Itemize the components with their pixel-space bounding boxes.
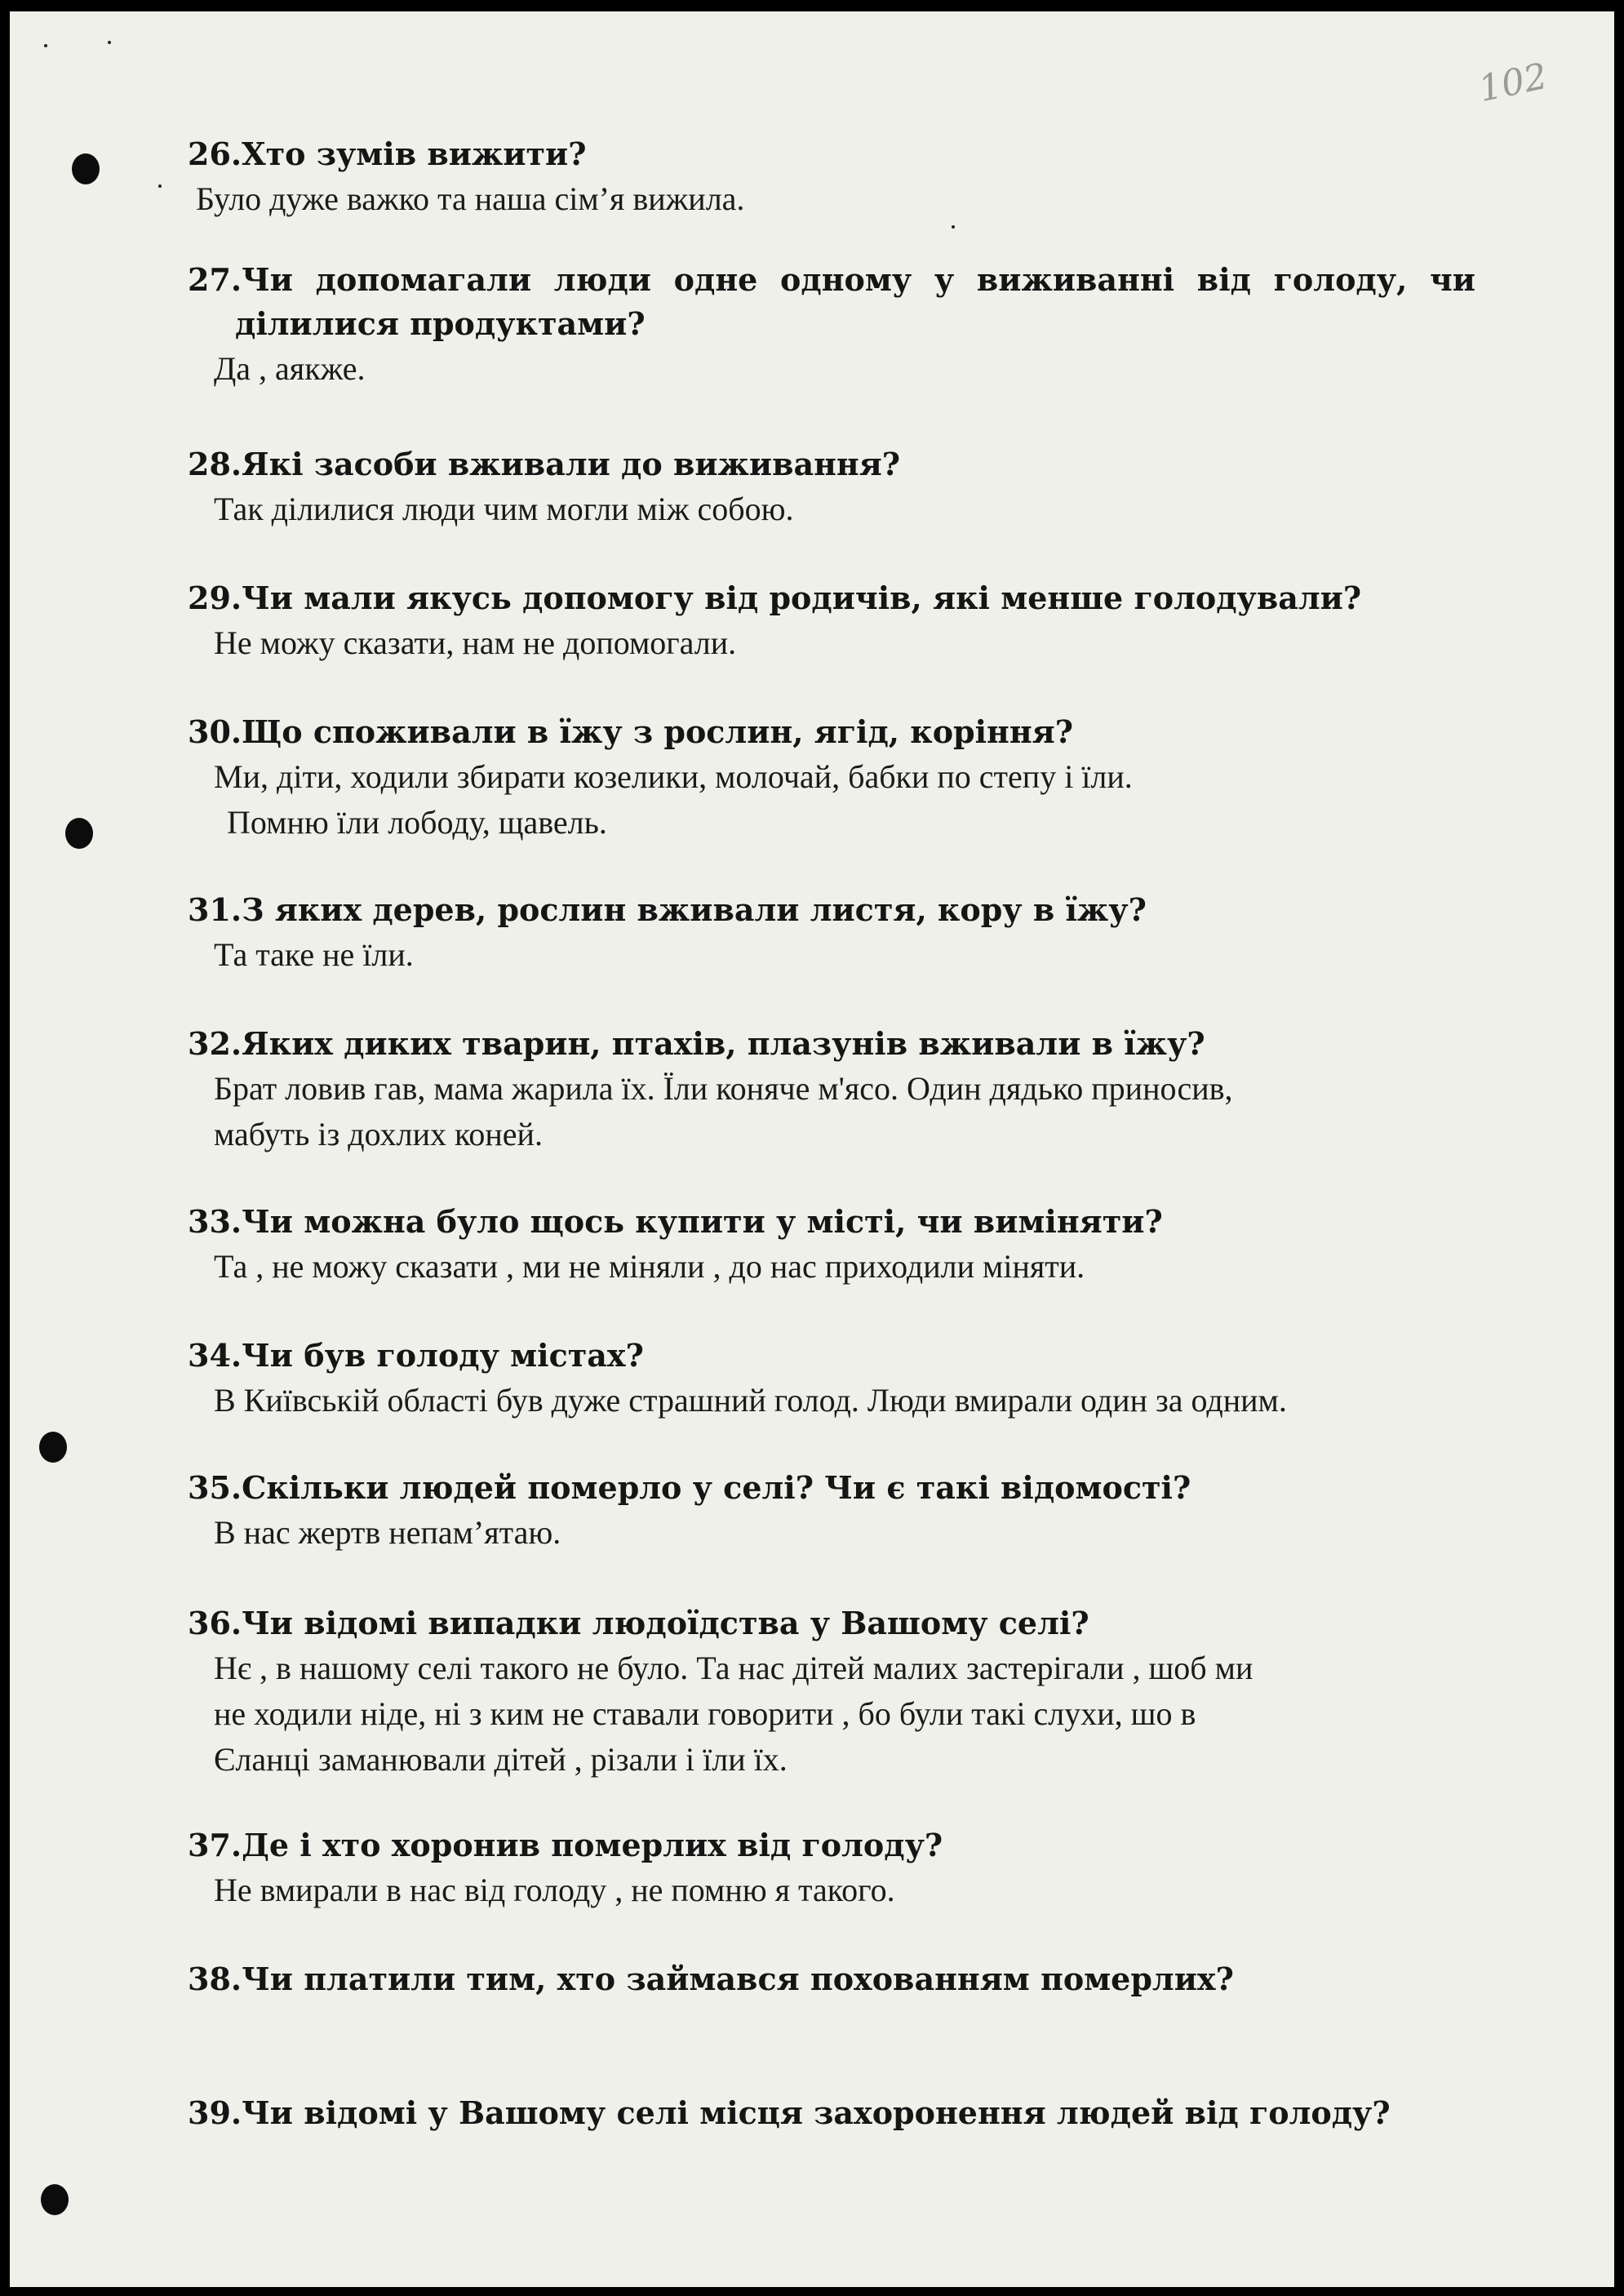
- qa-item: [188, 1200, 1510, 1290]
- qa-item: [188, 1601, 1510, 1783]
- document-page: [10, 11, 1614, 2287]
- question: 35.Скільки людей померло у селі? Чи є такі відомості?: [188, 1469, 1191, 1506]
- qa-item: [188, 1957, 1510, 2001]
- qa-item: [188, 258, 1510, 392]
- qa-item: [188, 132, 1510, 222]
- punch-hole: [39, 1432, 67, 1463]
- answer: Не можу сказати, нам не допомогали.: [214, 624, 737, 661]
- answer: В нас жертв непам’ятаю.: [214, 1514, 561, 1551]
- qa-item: [188, 2091, 1510, 2135]
- answer: Було дуже важко та наша сім’я вижила.: [196, 180, 745, 217]
- question: 34.Чи був голоду містах?: [188, 1337, 644, 1374]
- scan-speck: [44, 44, 47, 47]
- punch-hole: [72, 153, 100, 184]
- punch-hole: [41, 2184, 69, 2215]
- answer: мабуть із дохлих коней.: [214, 1116, 543, 1152]
- question: 26.Хто зумів вижити?: [188, 135, 587, 172]
- qa-item: [188, 1823, 1510, 1913]
- question: 36.Чи відомі випадки людоїдства у Вашому селі?: [188, 1605, 1089, 1641]
- qa-item: [188, 710, 1510, 846]
- qa-item: [188, 576, 1510, 666]
- question: 38.Чи платили тим, хто займався похованням померлих?: [188, 1961, 1234, 1997]
- answer: Так ділилися люди чим могли між собою.: [214, 491, 794, 527]
- answer: Брат ловив гав, мама жарила їх. Їли коняче м'ясо. Один дядько приносив,: [214, 1070, 1233, 1107]
- answer: Нє , в нашому селі такого не було. Та нас дітей малих застерігали , шоб ми: [214, 1650, 1253, 1686]
- scan-speck: [952, 225, 955, 229]
- scan-speck: [158, 184, 162, 188]
- qa-item: [188, 1334, 1510, 1423]
- question: 33.Чи можна було щось купити у місті, чи виміняти?: [188, 1203, 1163, 1240]
- question: 30.Що споживали в їжу з рослин, ягід, коріння?: [188, 713, 1074, 750]
- punch-hole: [65, 818, 93, 849]
- question: 29.Чи мали якусь допомогу від родичів, які менше голодували?: [188, 580, 1362, 616]
- answer: не ходили ніде, ні з ким не ставали говорити , бо були такі слухи, шо в: [214, 1695, 1196, 1732]
- qa-item: [188, 1466, 1510, 1556]
- question: 31.З яких дерев, рослин вживали листя, кору в їжу?: [188, 891, 1147, 928]
- question: 32.Яких диких тварин, птахів, плазунів вживали в їжу?: [188, 1025, 1205, 1062]
- question: 28.Які засоби вживали до виживання?: [188, 446, 901, 482]
- answer: Помню їли лободу, щавель.: [227, 804, 607, 841]
- question: 37.Де і хто хоронив померлих від голоду?: [188, 1827, 943, 1863]
- answer: В Київській області був дуже страшний голод. Люди вмирали один за одним.: [214, 1382, 1287, 1419]
- answer: Да , аякже.: [214, 350, 366, 387]
- qa-item: [188, 888, 1510, 978]
- answer: Ми, діти, ходили збирати козелики, молочай, бабки по степу і їли.: [214, 758, 1133, 795]
- qa-item: [188, 442, 1510, 532]
- question: 27.Чи допомагали люди одне одному у виживанні від голоду, чи ділилися продуктами?: [188, 261, 1475, 342]
- qa-item: [188, 1022, 1510, 1157]
- page-number: 102: [1475, 55, 1551, 111]
- question: 39.Чи відомі у Вашому селі місця захоронення людей від голоду?: [188, 2094, 1391, 2131]
- scan-speck: [108, 41, 111, 44]
- answer: Не вмирали в нас від голоду , не помню я такого.: [214, 1872, 895, 1908]
- answer: Єланці заманювали дітей , різали і їли їх.: [214, 1741, 788, 1778]
- answer: Та , не можу сказати , ми не міняли , до нас приходили міняти.: [214, 1248, 1085, 1285]
- answer: Та таке не їли.: [214, 936, 414, 973]
